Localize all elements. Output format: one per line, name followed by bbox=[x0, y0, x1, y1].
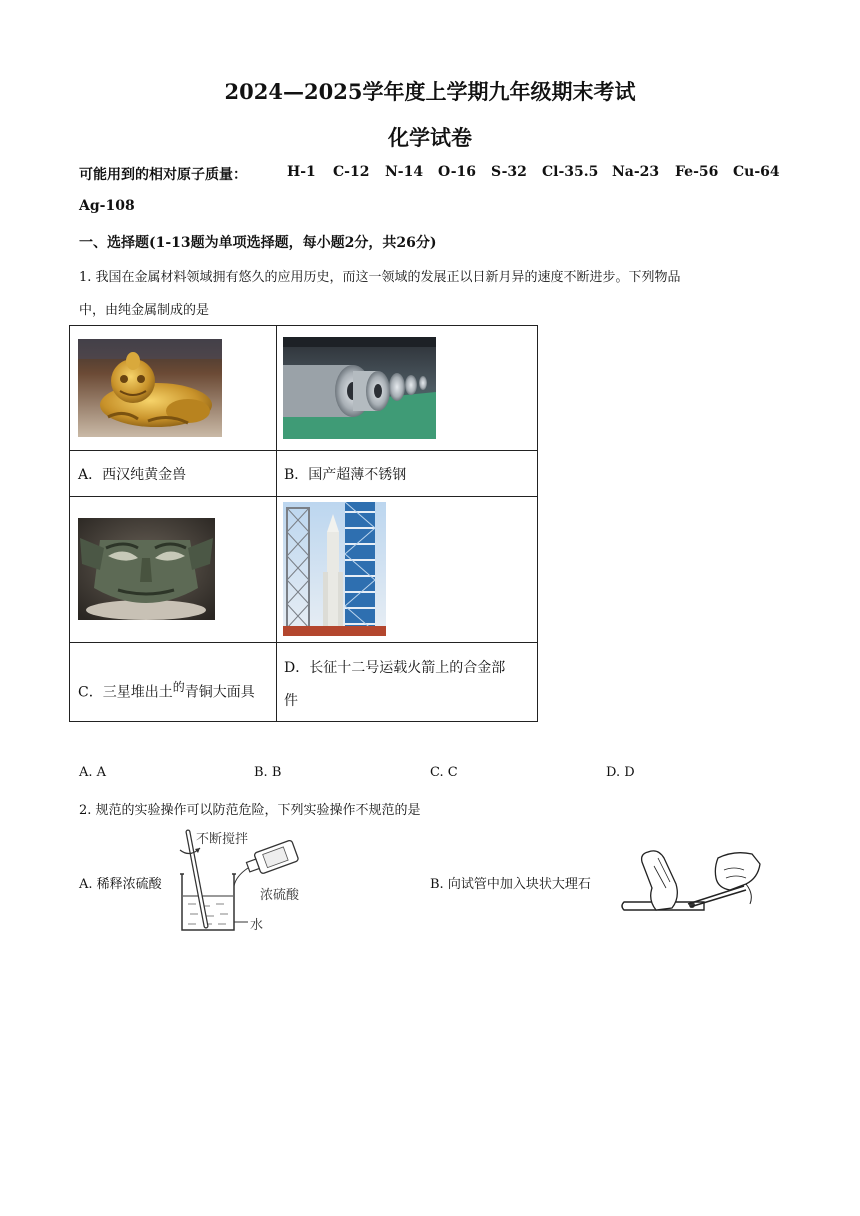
dilute-acid-diagram bbox=[176, 826, 310, 934]
q1-option-d-line2: 件 bbox=[284, 693, 298, 709]
q1-option-c-tail: 青铜大面具 bbox=[184, 684, 255, 701]
water-label: 水 bbox=[250, 918, 264, 933]
q1-option-d-line1: D．长征十二号运载火箭上的合金部 bbox=[284, 660, 506, 676]
atomic-mass-item: Cl-35.5 bbox=[542, 164, 599, 180]
exam-subtitle: 化学试卷 bbox=[388, 125, 472, 150]
marble-test-tube-diagram bbox=[618, 848, 764, 914]
q1-choice-d: D. D bbox=[606, 765, 635, 780]
atomic-mass-item: N-14 bbox=[385, 164, 424, 180]
q1-option-c bbox=[78, 678, 255, 702]
atomic-mass-item: Cu-64 bbox=[733, 164, 780, 180]
q1-option-a: A．西汉纯黄金兽 bbox=[78, 467, 187, 483]
stir-label: 不断搅拌 bbox=[196, 832, 249, 847]
q1-choice-c: C. C bbox=[430, 765, 458, 780]
q2-option-b: B. 向试管中加入块状大理石 bbox=[430, 877, 591, 892]
steel-coils-image bbox=[283, 337, 436, 439]
atomic-mass-item: Ag-108 bbox=[79, 198, 135, 214]
q2-option-a: A. 稀释浓硫酸 bbox=[79, 877, 162, 892]
q1-option-c-main: C．三星堆出土 bbox=[78, 684, 173, 701]
section-heading: 一、选择题(1-13题为单项选择题，每小题2分，共26分) bbox=[79, 235, 437, 251]
q1-stem-line1: 1. 我国在金属材料领域拥有悠久的应用历史，而这一领域的发展正以日新月异的速度不断进步。下列物品 bbox=[79, 270, 681, 285]
q1-options-table bbox=[69, 325, 538, 722]
gold-beast-image bbox=[78, 339, 222, 437]
atomic-mass-item: Fe-56 bbox=[675, 164, 719, 180]
atomic-mass-item: S-32 bbox=[491, 164, 527, 180]
rocket-tower-image bbox=[283, 502, 386, 636]
q2-stem: 2. 规范的实验操作可以防范危险，下列实验操作不规范的是 bbox=[79, 803, 421, 818]
q1-choice-b: B. B bbox=[254, 765, 282, 780]
bronze-mask-image bbox=[78, 518, 215, 620]
exam-title: 2024—2025学年度上学期九年级期末考试 bbox=[224, 79, 636, 104]
atomic-mass-item: O-16 bbox=[438, 164, 477, 180]
q1-choice-a: A. A bbox=[79, 765, 107, 780]
q1-option-b: B．国产超薄不锈钢 bbox=[284, 467, 407, 483]
q1-option-c-sup: 的 bbox=[172, 680, 185, 694]
q1-stem-line2: 中，由纯金属制成的是 bbox=[79, 303, 210, 318]
atomic-mass-item: Na-23 bbox=[612, 164, 660, 180]
atomic-masses-label: 可能用到的相对原子质量： bbox=[79, 167, 247, 183]
acid-label: 浓硫酸 bbox=[260, 888, 300, 903]
atomic-mass-item: H-1 bbox=[287, 164, 316, 180]
atomic-mass-item: C-12 bbox=[333, 164, 370, 180]
